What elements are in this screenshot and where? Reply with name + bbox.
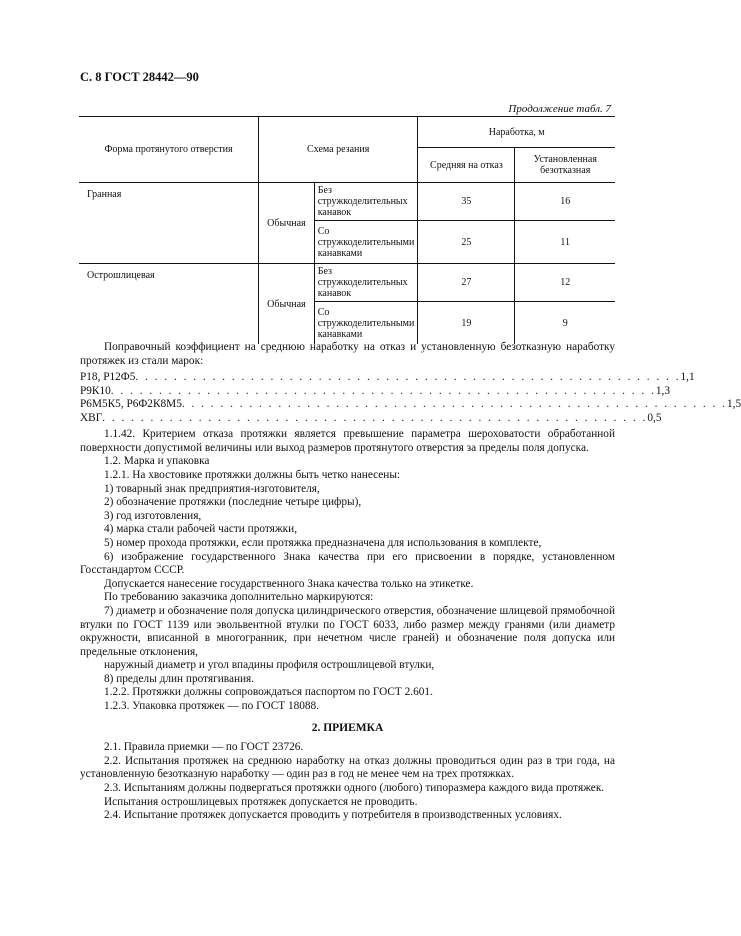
paragraph: 1) товарный знак предприятия-изготовителя, [104,482,320,495]
table-7-continued [79,116,615,344]
marking-paragraphs [80,428,615,713]
row-mean: 19 [418,302,515,345]
steel-row: ХВГ . . . . . . . . . . . . . . . . . . . . . . . . . . . . . . . . . . . . . . . . . . . . . . . . . . . . . . . . . 0,5 [80,411,662,424]
paragraph: 4) марка стали рабочей части протяжки, [104,523,298,536]
section-title: 2. ПРИЕМКА [311,721,384,734]
paragraph: 1.2.2. Протяжки должны сопровождаться паспортом по ГОСТ 2.601. [104,686,433,699]
row-form: Острошлицевая [87,270,155,281]
row-form: Гранная [79,183,259,264]
page-header: С. 8 ГОСТ 28442—90 [80,70,199,84]
paragraph: 2.1. Правила приемки — по ГОСТ 23726. [104,741,304,754]
steel-list [80,371,741,425]
paragraph: 3) год изготовления, [104,509,202,522]
paragraph: Испытания острошлицевых протяжек допускается не проводить. [104,795,418,808]
row-fixed: 9 [515,302,615,345]
row-type: Со стружкоделительными канавками [314,221,418,264]
row-type: Без стружкоделительных канавок [314,264,418,302]
paragraph: 1.2.3. Упаковка протяжек — по ГОСТ 18088. [104,700,320,713]
row-mean: 25 [418,221,515,264]
body-text [80,341,741,823]
paragraph: По требованию заказчика дополнительно маркируются: [104,591,374,604]
paragraph: 1.2.1. На хвостовике протяжки должны быть четко нанесены: [104,468,401,481]
intro-paragraph: Поправочный коэффициент на среднюю наработку на отказ и установленную безотказную наработку протяжек из стали марок: [80,341,615,367]
paragraph: 2) обозначение протяжки (последние четыре цифры), [104,496,362,509]
row-scheme: Обычная [259,183,315,264]
table-continuation-label: Продолжение табл. 7 [508,103,611,115]
steel-row: Р6М5К5, Р6Ф2К8М5 . . . . . . . . . . . . . . . . . . . . . . . . . . . . . . . . . . . . . . . . . . . . . . . . . . . . . . . . . 1,5 [80,398,741,411]
paragraph: 8) пределы длин протягивания. [104,672,255,685]
steel-row: Р9К10 . . . . . . . . . . . . . . . . . . . . . . . . . . . . . . . . . . . . . . . . . . . . . . . . . . . . . . . . . 1,3 [80,384,671,397]
row-type: Без стружкоделительных канавок [314,183,418,221]
paragraph: 1.1.42. Критерием отказа протяжки является превышение параметра шероховатости обработанной поверхности допустимой величины или выход размеров протянутого отверстия за пределы поля допуска. [80,428,615,454]
row-fixed: 12 [515,264,615,302]
header-life: Наработка, м [418,117,615,148]
row-scheme: Обычная [259,264,315,345]
paragraph: 2.4. Испытание протяжек допускается проводить у потребителя в производственных условиях. [104,809,562,822]
row-mean: 27 [418,264,515,302]
row-type: Со стружкоделительными канавками [314,302,418,345]
header-form: Форма протянутого отверстия [79,117,259,183]
paragraph: 2.3. Испытаниям должны подвергаться протяжки одного (любого) типоразмера каждого вида протяжек. [104,782,605,795]
row-fixed: 11 [515,221,615,264]
header-scheme: Схема резания [259,117,418,183]
paragraph: Допускается нанесение государственного Знака качества только на этикетке. [104,577,474,590]
paragraph: 7) диаметр и обозначение поля допуска цилиндрического отверстия, обозначение шлицевой прямобочной втулки по ГОСТ 1139 или эвольвентной втулки по ГОСТ 6033, либо размер между гранями (или диаметр окружности, вписанной в многогранник, при нечетном числе граней) и обозначение поля допуска или предельные отклонения, [80,604,615,658]
header-fixed: Установленная безотказная [515,148,615,183]
row-fixed: 16 [515,183,615,221]
steel-row: Р18, Р12Ф5 . . . . . . . . . . . . . . . . . . . . . . . . . . . . . . . . . . . . . . . . . . . . . . . . . . . . . . . . . 1,1 [80,371,695,384]
header-mean: Средняя на отказ [418,148,515,183]
row-mean: 35 [418,183,515,221]
paragraph: 5) номер прохода протяжки, если протяжка предназначена для использования в комплекте, [104,536,542,549]
paragraph: 6) изображение государственного Знака качества при его присвоении в порядке, установленном Госстандартом СССР. [80,550,615,577]
paragraph: 2.2. Испытания протяжек на среднюю наработку на отказ должны проводиться один раз в три года, на установленную безотказную наработку — один раз в год не менее чем на трех протяжках. [80,754,615,781]
paragraph: 1.2. Марка и упаковка [104,455,210,468]
paragraph: наружный диаметр и угол впадины профиля острошлицевой втулки, [104,659,435,672]
